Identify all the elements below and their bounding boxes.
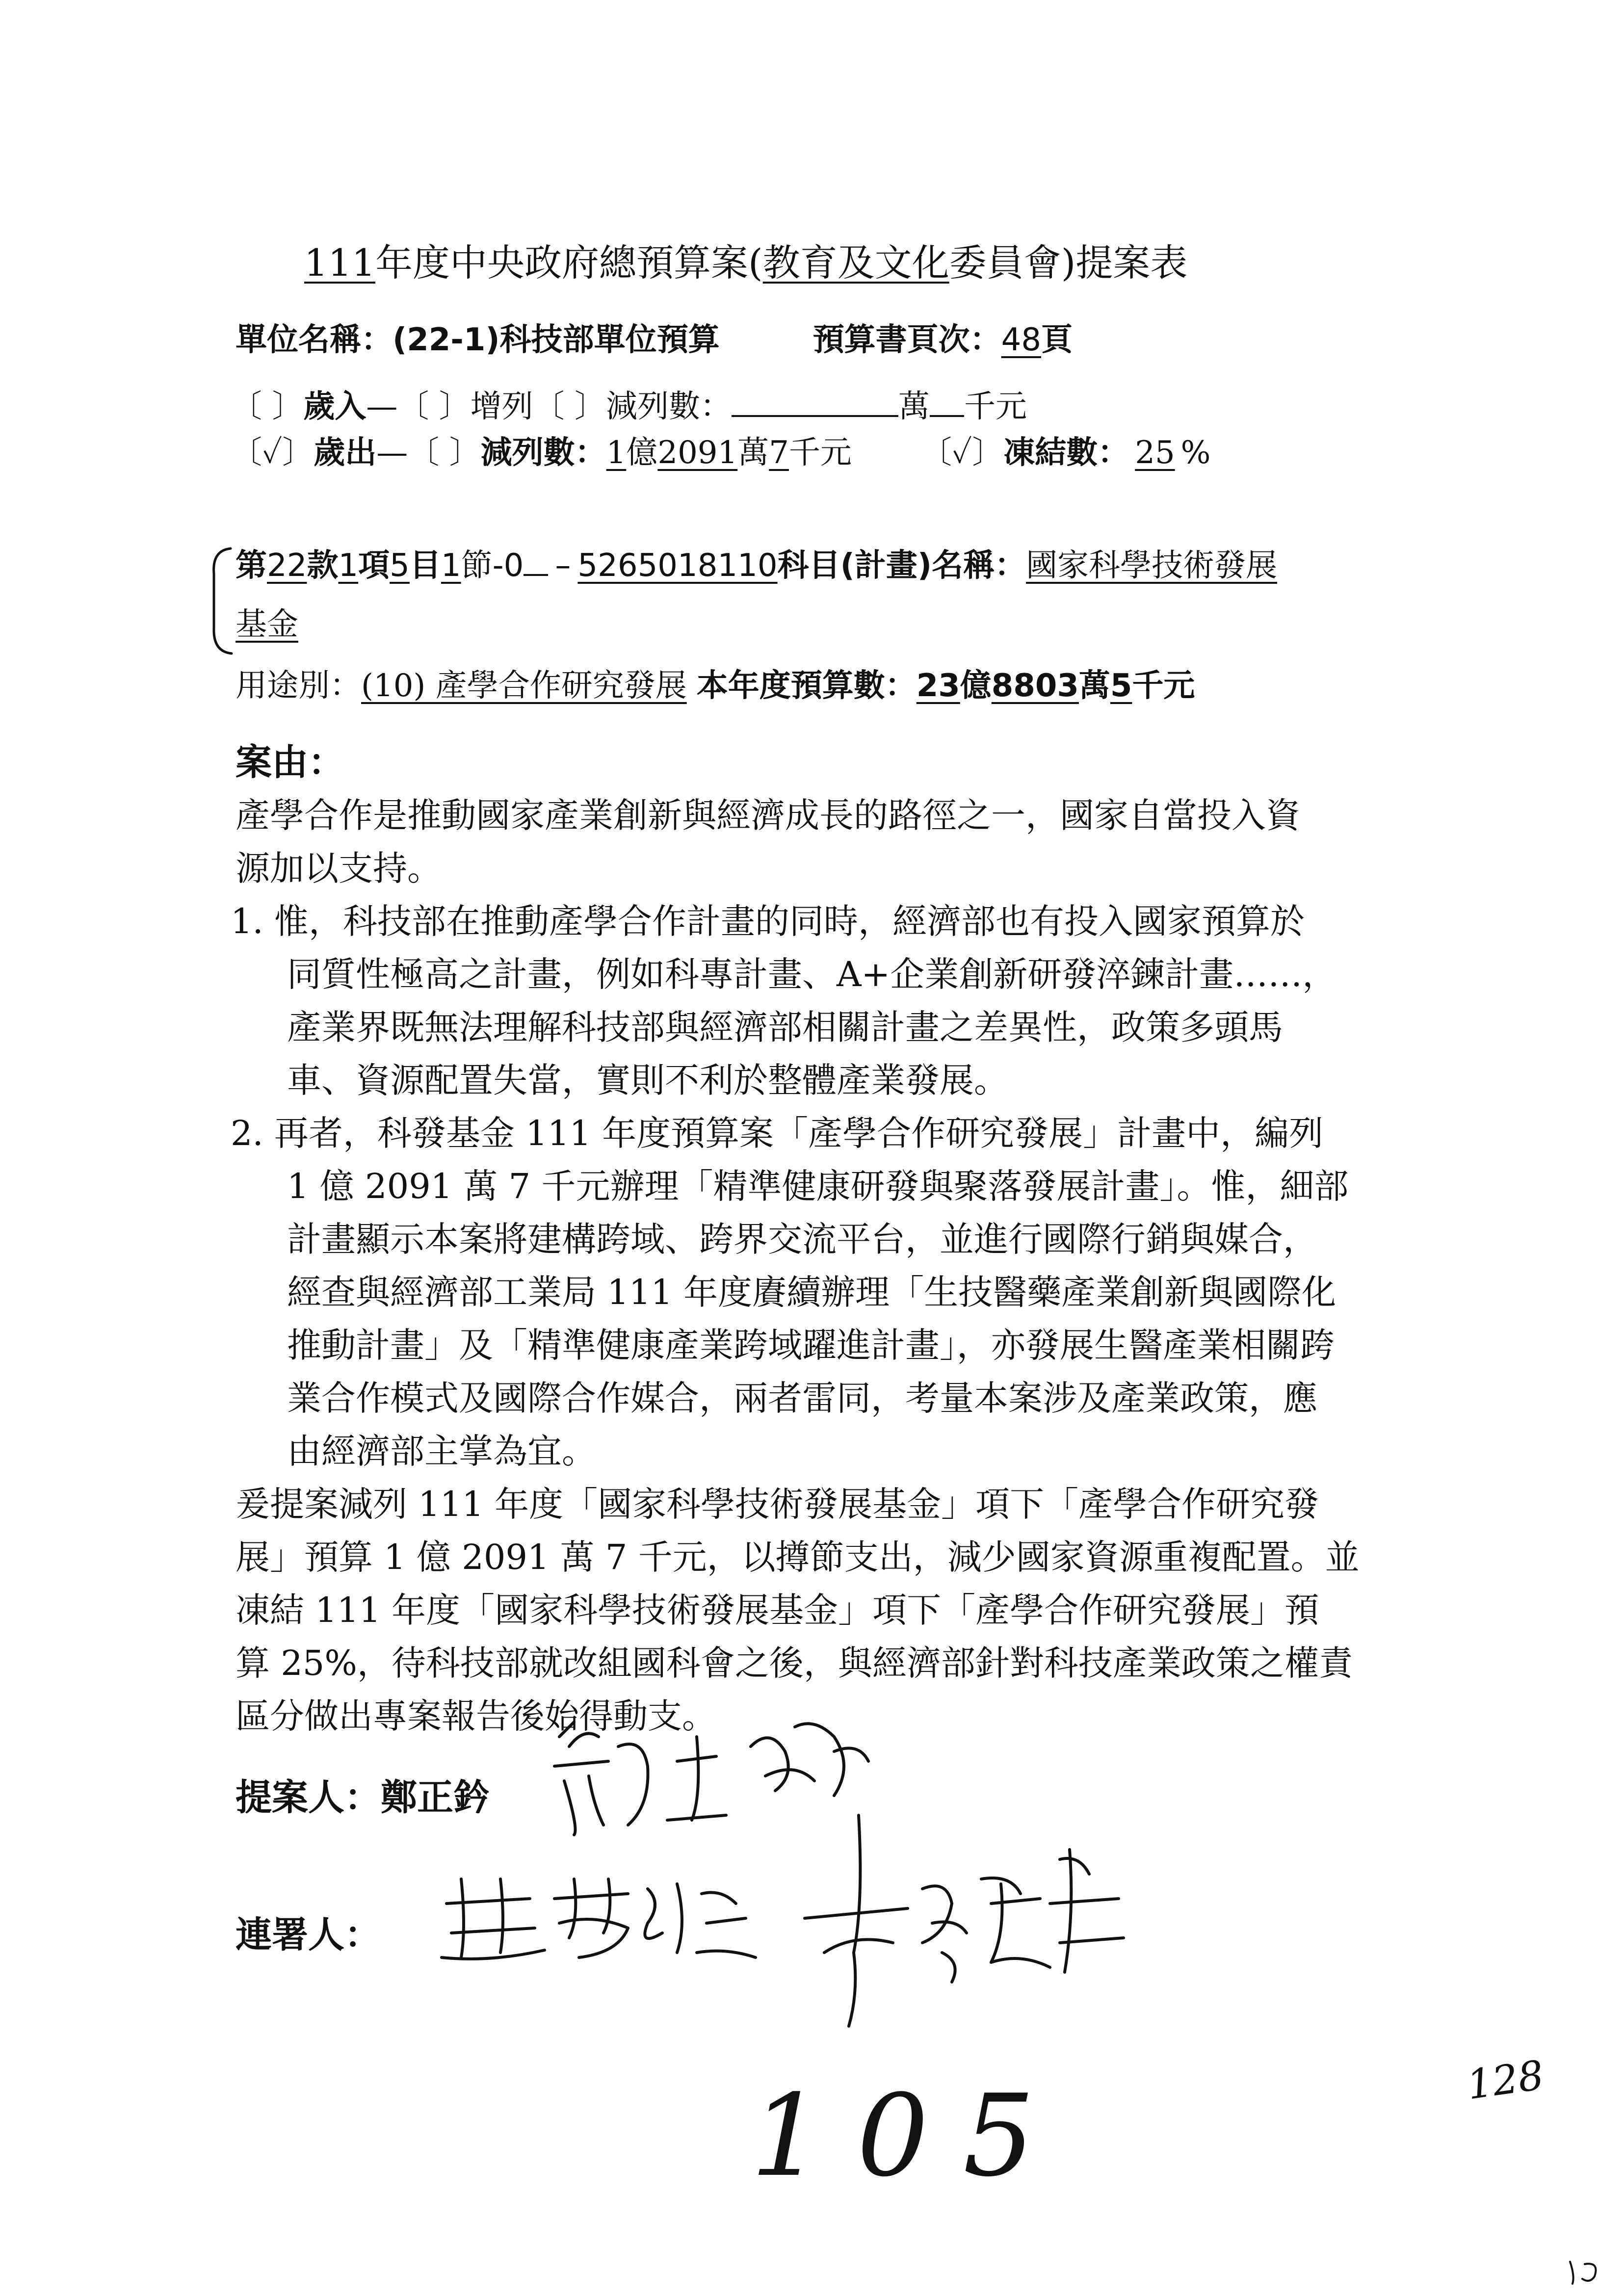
page-unit: 頁 (1041, 322, 1073, 358)
budget-qian-value: 5 (1110, 668, 1132, 704)
item-label-xiang: 項 (358, 548, 390, 584)
title-post: 委員會)提案表 (949, 241, 1188, 285)
reason-line: 產業界既無法理解科技部與經濟部相關計畫之差異性，政策多頭馬 (287, 1007, 1283, 1047)
reduce-yi-unit: 億 (626, 435, 658, 471)
reason-line: 1 億 2091 萬 7 千元辦理「精準健康研發與聚落發展計畫」。惟，細部 (287, 1166, 1349, 1206)
freeze-label: 凍結數： (1003, 435, 1129, 471)
budget-label: 本年度預算數： (696, 668, 917, 704)
page-value: 48 (1001, 322, 1042, 358)
cosigner-line (236, 1913, 381, 1957)
reason-line: 產學合作是推動國家產業創新與經濟成長的路徑之一，國家自當投入資 (236, 795, 1300, 835)
proposer-name: 鄭正鈐 (381, 1776, 490, 1819)
reason-line: 2. 再者，科發基金 111 年度預算案「產學合作研究發展」計畫中，編列 (231, 1113, 1324, 1153)
usage-line (236, 667, 1195, 705)
reduce-qian-value: 7 (769, 435, 789, 471)
item-jie: 1 (441, 548, 461, 584)
item-xiang: 1 (338, 548, 359, 584)
expense-mid: —〔 〕 (376, 435, 481, 471)
usage-value: (10) 產學合作研究發展 (361, 668, 687, 704)
reason-heading: 案由： (236, 741, 344, 783)
item-dash: – (555, 548, 571, 584)
reason-line: 經查與經濟部工業局 111 年度賡續辦理「生技醫藥產業創新與國際化 (287, 1272, 1336, 1312)
corner-number: 128 (1464, 2052, 1547, 2109)
item-name-continued (236, 606, 298, 644)
reason-line: 推動計畫」及「精準健康產業跨域躍進計畫」，亦發展生醫產業相關跨 (287, 1325, 1335, 1365)
reason-line: 同質性極高之計畫，例如科專計畫、A+企業創新研發淬鍊計畫……， (287, 954, 1337, 994)
item-prefix-di: 第 (236, 548, 267, 584)
usage-label: 用途別： (236, 668, 361, 704)
reduce-yi-value: 1 (606, 435, 627, 471)
page-label: 預算書頁次： (812, 322, 1001, 358)
title-pre: 年度中央政府總預算案( (375, 241, 763, 285)
item-blank (524, 549, 548, 576)
item-kuan: 22 (267, 548, 307, 584)
item-name-part2: 基金 (236, 606, 298, 643)
cosigner-signature-2 (785, 1805, 1128, 2036)
income-label: 歲入 (303, 389, 367, 425)
budget-yi-value: 23 (916, 668, 960, 704)
reduce-wan-unit: 萬 (737, 435, 769, 471)
reason-line: 爰提案減列 111 年度「國家科學技術發展基金」項下「產學合作研究發 (236, 1484, 1319, 1524)
page-title (304, 240, 1187, 285)
cosigner-signature-1 (432, 1859, 775, 1972)
income-box: 〔 〕 (231, 389, 304, 425)
income-qianyuan: 千元 (964, 389, 1027, 425)
reason-line: 算 25%，待科技部就改組國科會之後，與經濟部針對科技產業政策之權責 (236, 1643, 1353, 1683)
reason-line: 1. 惟，科技部在推動產學合作計畫的同時，經濟部也有投入國家預算於 (231, 901, 1305, 941)
item-line (236, 547, 1277, 585)
page-number: 105 (751, 2071, 1069, 2202)
reduce-wan-value: 2091 (657, 435, 738, 471)
item-name-part1: 國家科學技術發展 (1026, 548, 1278, 584)
reason-line: 車、資源配置失當，實則不利於整體產業發展。 (287, 1060, 1008, 1100)
reduce-qian-unit: 千元 (788, 435, 852, 471)
reason-line: 展」預算 1 億 2091 萬 7 千元，以撙節支出，減少國家資源重複配置。並 (236, 1537, 1360, 1577)
budget-qian-unit: 千元 (1132, 668, 1195, 704)
unit-line (236, 321, 1073, 359)
expense-line (231, 434, 1210, 472)
reason-line: 業合作模式及國際合作媒合，兩者雷同，考量本案涉及產業政策，應 (287, 1378, 1317, 1418)
proposer-label: 提案人： (236, 1776, 381, 1819)
item-mu: 5 (390, 548, 410, 584)
reason-line: 區分做出專案報告後始得動支。 (236, 1696, 716, 1736)
edge-mark (1565, 2257, 1604, 2286)
item-label-mu: 目 (409, 548, 441, 584)
reason-line: 由經濟部主掌為宜。 (287, 1431, 596, 1471)
reason-line: 計畫顯示本案將建構跨域、跨界交流平台，並進行國際行銷與媒合， (287, 1219, 1317, 1259)
title-year: 111 (304, 241, 376, 285)
cosigner-label: 連署人： (236, 1914, 381, 1956)
income-rest: —〔 〕增列〔 〕減列數： (366, 389, 732, 425)
reason-line: 凍結 111 年度「國家科學技術發展基金」項下「產學合作研究發展」預 (236, 1590, 1319, 1630)
budget-wan-value: 8803 (991, 668, 1079, 704)
income-line (231, 388, 1027, 426)
income-qian-blank (930, 388, 964, 417)
proposer-line (236, 1776, 490, 1820)
item-label-kuan: 款 (307, 548, 339, 584)
unit-label: 單位名稱：(22-1)科技部單位預算 (236, 322, 720, 358)
bracket-mark (206, 545, 236, 657)
expense-label: 歲出 (314, 435, 377, 471)
freeze-unit: % (1180, 435, 1211, 471)
title-committee: 教育及文化 (762, 241, 949, 285)
income-amount-blank (732, 388, 898, 417)
reason-line: 源加以支持。 (236, 848, 442, 888)
freeze-box: 〔✓〕 (920, 435, 1004, 471)
budget-wan-unit: 萬 (1078, 668, 1110, 704)
reduce-label: 減列數： (480, 435, 606, 471)
budget-yi-unit: 億 (960, 668, 992, 704)
item-label-jie: 節-0 (461, 548, 524, 584)
item-code: 5265018110 (577, 548, 778, 584)
expense-box: 〔✓〕 (231, 435, 314, 471)
item-name-label: 科目(計畫)名稱： (777, 548, 1026, 584)
income-wan: 萬 (898, 389, 930, 425)
freeze-value: 25 (1135, 435, 1175, 471)
